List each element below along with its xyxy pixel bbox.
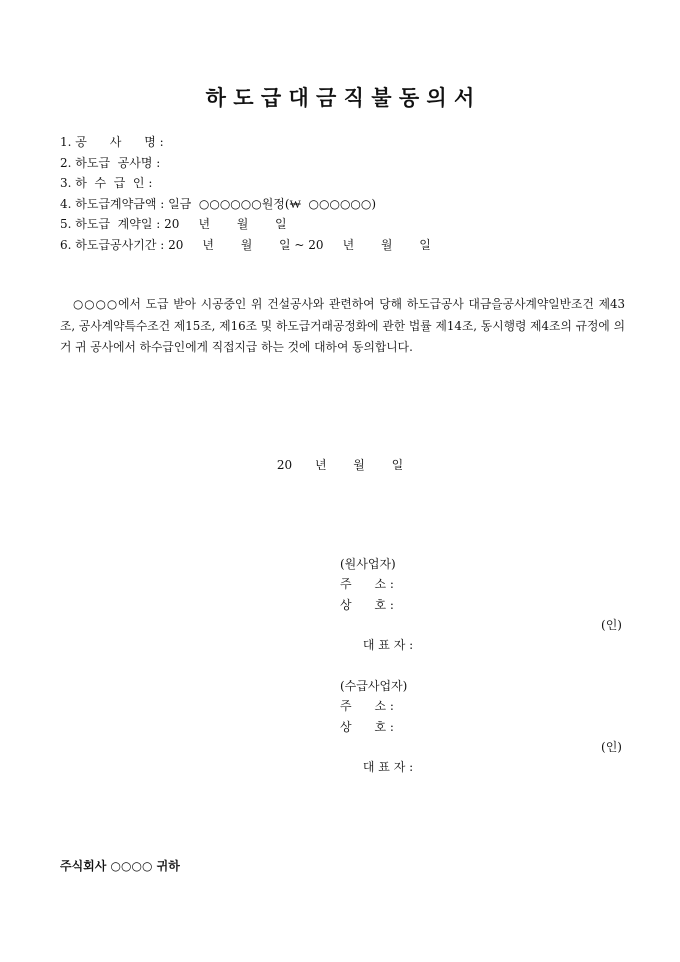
prime-contractor-rep-label: 대 표 자 : bbox=[362, 638, 414, 653]
subcontractor-rep-row bbox=[340, 737, 622, 775]
item-contract-date: 5. 하도급 계약일 : 20 년 월 일 bbox=[60, 217, 287, 231]
prime-contractor-block bbox=[340, 554, 622, 653]
subcontractor-seal: (인) bbox=[601, 739, 622, 754]
prime-contractor-address-label: 주 소 : bbox=[340, 577, 394, 592]
item-subcontract-name: 2. 하도급 공사명 : bbox=[60, 155, 161, 170]
prime-contractor-name-label: 상 호 : bbox=[340, 597, 394, 612]
item-project-name: 1. 공 사 명 : bbox=[60, 135, 164, 149]
item-contract-period: 6. 하도급공사기간 : 20 년 월 일 ~ 20 년 월 일 bbox=[60, 237, 431, 252]
subcontractor-heading: (수급사업자) bbox=[340, 679, 408, 693]
subcontractor-rep-label: 대 표 자 : bbox=[362, 760, 414, 775]
subcontractor-address-label: 주 소 : bbox=[340, 699, 394, 714]
item-subcontractor: 3. 하 수 급 인 : bbox=[60, 176, 153, 190]
contract-info-list bbox=[60, 132, 431, 255]
consent-paragraph: ○○○○에서 도급 받아 시공중인 위 건설공사와 관련하여 당해 하도급공사 대금을공사계약일반조건 제43조, 공사계약특수조건 제15조, 제16조 및 하도급거래공정화에 관한 법률 제14조, 동시행령 제4조의 규정에 의거 귀 공사에서 하수급인에게 직접지급 하는 것에 대하여 동의합니다. bbox=[60, 297, 625, 354]
subcontractor-block bbox=[340, 676, 622, 775]
addressee: 주식회사 ○○○○ 귀하 bbox=[60, 859, 180, 873]
prime-contractor-rep-row bbox=[340, 615, 622, 653]
item-contract-amount: 4. 하도급계약금액 : 일금 ○○○○○○원정(₩ ○○○○○○) bbox=[60, 196, 377, 211]
subcontractor-name-label: 상 호 : bbox=[340, 719, 394, 734]
document-title: 하 도 급 대 금 직 불 동 의 서 bbox=[205, 86, 475, 110]
document-date: 20 년 월 일 bbox=[276, 458, 404, 472]
prime-contractor-seal: (인) bbox=[601, 617, 622, 632]
prime-contractor-heading: (원사업자) bbox=[340, 557, 396, 571]
